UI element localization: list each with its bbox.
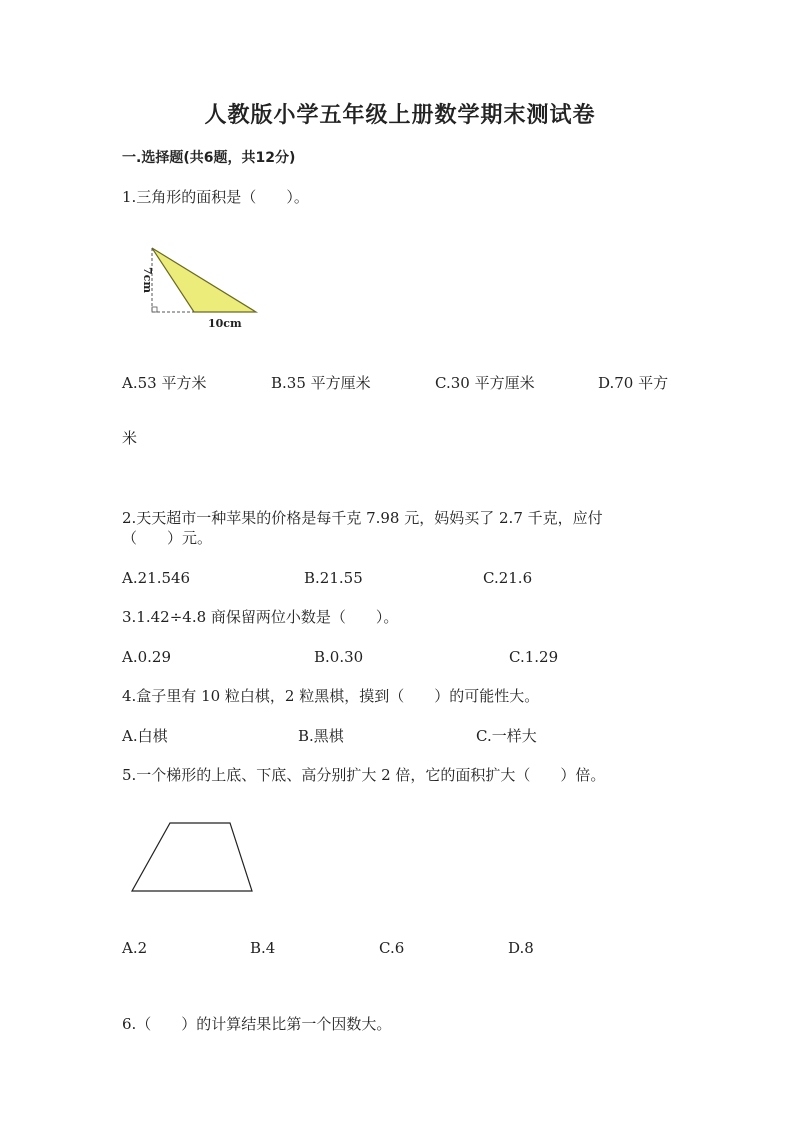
trapezoid-figure <box>128 818 260 898</box>
question-6-stem: 6.（ ）的计算结果比第一个因数大。 <box>122 1015 392 1033</box>
q3-option-a: A.0.29 <box>122 648 171 666</box>
q5-option-d: D.8 <box>508 939 534 957</box>
exam-title: 人教版小学五年级上册数学期末测试卷 <box>204 103 596 128</box>
question-2-stem-line2: （ ）元。 <box>122 529 213 547</box>
triangle-figure <box>134 236 264 332</box>
q1-option-c: C.30 平方厘米 <box>435 374 535 392</box>
q3-option-c: C.1.29 <box>509 648 559 666</box>
height-label: 7cm <box>141 267 154 293</box>
right-angle-mark <box>152 307 157 312</box>
q5-option-a: A.2 <box>122 939 148 957</box>
q2-option-b: B.21.55 <box>304 569 363 587</box>
question-3-stem: 3.1.42÷4.8 商保留两位小数是（ ）。 <box>122 608 399 626</box>
question-1-stem: 1.三角形的面积是（ ）。 <box>122 188 309 206</box>
q4-option-b: B.黑棋 <box>298 727 344 745</box>
trapezoid-shape <box>132 823 252 891</box>
q2-option-c: C.21.6 <box>483 569 533 587</box>
question-2-stem: 2.天天超市一种苹果的价格是每千克 7.98 元，妈妈买了 2.7 千克，应付 <box>122 509 603 527</box>
section-heading: 一.选择题(共6题，共12分) <box>122 150 296 166</box>
question-5-stem: 5.一个梯形的上底、下底、高分别扩大 2 倍，它的面积扩大（ ）倍。 <box>122 766 606 784</box>
q1-option-d: D.70 平方 <box>598 374 669 392</box>
q3-option-b: B.0.30 <box>314 648 364 666</box>
q5-option-c: C.6 <box>379 939 405 957</box>
q1-option-d-wrap: 米 <box>122 429 138 447</box>
q1-option-b: B.35 平方厘米 <box>271 374 371 392</box>
triangle-shape <box>152 248 256 312</box>
q2-option-a: A.21.546 <box>122 569 191 587</box>
base-label: 10cm <box>208 317 242 330</box>
q5-option-b: B.4 <box>250 939 276 957</box>
q4-option-c: C.一样大 <box>476 727 537 745</box>
question-4-stem: 4.盒子里有 10 粒白棋，2 粒黑棋，摸到（ ）的可能性大。 <box>122 687 540 705</box>
q1-option-a: A.53 平方米 <box>122 374 207 392</box>
q4-option-a: A.白棋 <box>122 727 168 745</box>
